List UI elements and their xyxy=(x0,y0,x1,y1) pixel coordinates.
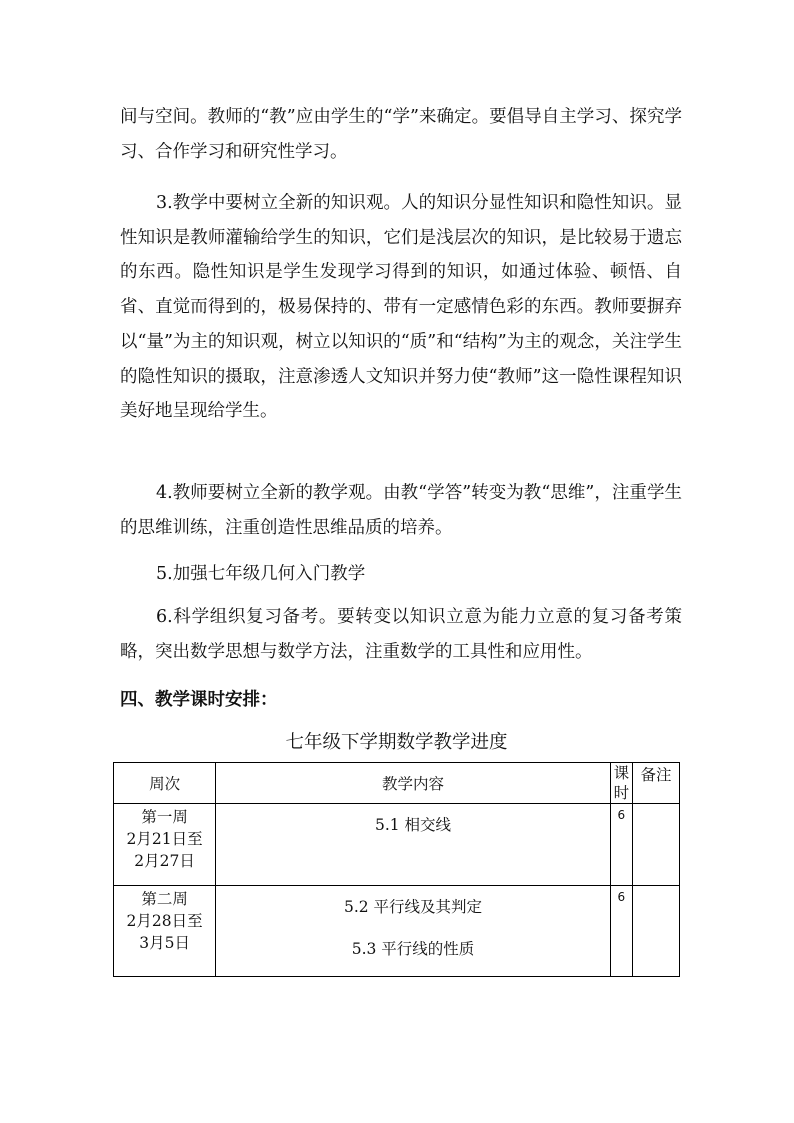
table-row xyxy=(114,886,680,977)
content-cell xyxy=(216,886,611,977)
paragraph-intro-continuation: 间与空间。教师的“教”应由学生的“学”来确定。要倡导自主学习、探究学习、合作学习和研究性学习。 xyxy=(120,107,682,162)
notes-cell xyxy=(632,886,679,977)
week-cell xyxy=(114,804,216,886)
content-item: 5.1 相交线 xyxy=(374,816,452,834)
week-start-date: 2月28日至 xyxy=(126,912,203,930)
notes-cell xyxy=(632,804,679,886)
header-week: 周次 xyxy=(114,763,216,804)
section-heading: 四、教学课时安排： xyxy=(120,690,278,710)
header-hours-line2: 时 xyxy=(613,784,630,802)
week-start-date: 2月21日至 xyxy=(126,830,203,848)
header-hours xyxy=(610,763,632,804)
table-row xyxy=(114,804,680,886)
week-label: 第二周 xyxy=(141,890,188,908)
hours-cell: 6 xyxy=(610,886,632,977)
content-cell xyxy=(216,804,611,886)
week-end-date: 3月5日 xyxy=(139,934,190,952)
header-notes: 备注 xyxy=(632,763,679,804)
hours-cell: 6 xyxy=(610,804,632,886)
table-header-row xyxy=(114,763,680,804)
week-cell xyxy=(114,886,216,977)
content-item: 5.2 平行线及其判定 xyxy=(343,898,483,916)
week-label: 第一周 xyxy=(141,808,188,826)
paragraph-knowledge-view: 3.教学中要树立全新的知识观。人的知识分显性知识和隐性知识。显性知识是教师灌输给学生的知识，它们是浅层次的知识，是比较易于遗忘的东西。隐性知识是学生发现学习得到的知识，如通过体验、顿悟、自省、直觉而得到的，极易保持的、带有一定感情色彩的东西。教师要摒弃以“量”为主的知识观，树立以知识的“质”和“结构”为主的观念，关注学生的隐性知识的摄取，注意渗透人文知识并努力使“教师”这一隐性课程知识美好地呈现给学生。 xyxy=(120,193,682,422)
week-end-date: 2月27日 xyxy=(134,852,195,870)
paragraph-teaching-view: 4.教师要树立全新的教学观。由教“学答”转变为教“思维”，注重学生的思维训练，注重创造性思维品质的培养。 xyxy=(120,483,682,538)
header-hours-line1: 课 xyxy=(613,764,630,782)
header-content: 教学内容 xyxy=(216,763,611,804)
schedule-table xyxy=(113,762,680,977)
content-item: 5.3 平行线的性质 xyxy=(351,940,475,958)
table-title: 七年级下学期数学教学进度 xyxy=(285,732,508,753)
paragraph-review-prep: 6.科学组织复习备考。要转变以知识立意为能力立意的复习备考策略，突出数学思想与数学方法，注重数学的工具性和应用性。 xyxy=(120,607,682,662)
paragraph-geometry-intro: 5.加强七年级几何入门教学 xyxy=(156,564,366,584)
